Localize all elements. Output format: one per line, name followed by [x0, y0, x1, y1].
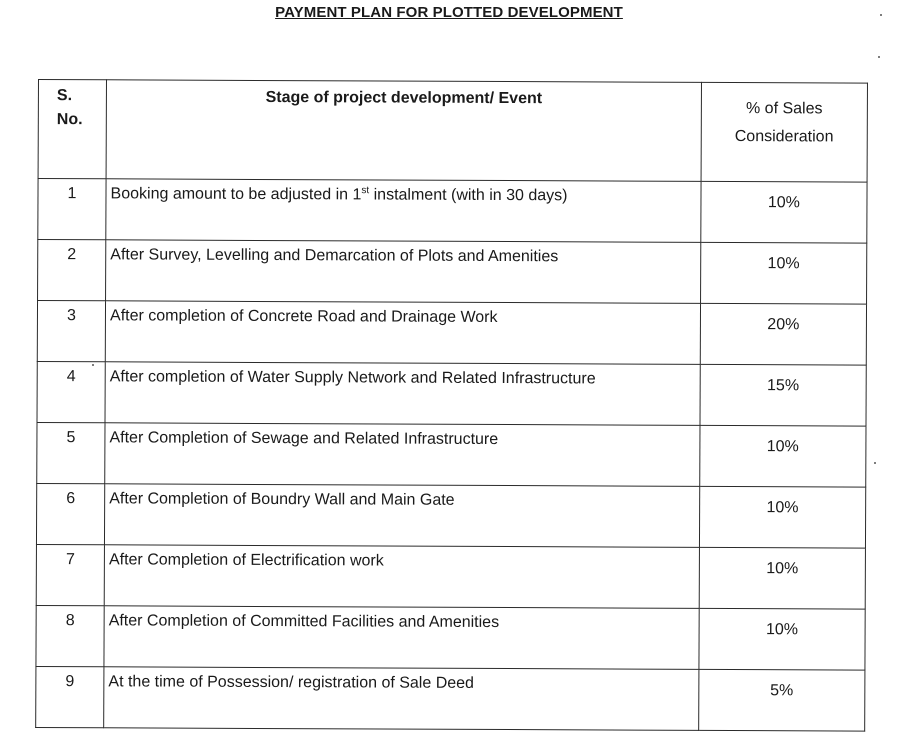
row-sno: 3: [37, 301, 105, 362]
row-stage: [106, 179, 701, 243]
row-stage: After Completion of Sewage and Related Infrastructure: [105, 423, 700, 487]
row-stage: After Completion of Boundry Wall and Main Gate: [105, 484, 700, 548]
row-pct: 10%: [699, 608, 865, 670]
row-stage: After Survey, Levelling and Demarcation of Plots and Amenities: [106, 240, 701, 304]
row-sno: 5: [37, 422, 105, 483]
row-stage-superscript: st: [361, 185, 370, 197]
row-sno: 9: [36, 666, 104, 727]
table-row: [36, 605, 865, 670]
header-pct-line2: Consideration: [734, 128, 834, 146]
row-stage: After completion of Concrete Road and Drainage Work: [105, 301, 700, 365]
row-stage: After Completion of Electrification work: [104, 545, 699, 609]
scan-speck: [878, 56, 880, 58]
row-pct: 10%: [700, 242, 866, 304]
header-sno-line1: S.: [56, 87, 73, 105]
row-sno: 7: [36, 544, 104, 605]
header-sno-line2: No.: [56, 111, 83, 129]
header-pct-line1: % of Sales: [745, 100, 823, 118]
row-stage-text-rest: instalment (with in 30 days): [369, 186, 568, 205]
table-row: [36, 544, 865, 609]
row-pct: 10%: [701, 181, 867, 243]
row-stage: At the time of Possession/ registration of Sale Deed: [104, 667, 699, 731]
row-sno: 4: [37, 361, 105, 422]
payment-plan-table: [35, 79, 868, 732]
row-pct: 5%: [698, 669, 864, 731]
row-stage: After Completion of Committed Facilities and Amenities: [104, 606, 699, 670]
page-title: PAYMENT PLAN FOR PLOTTED DEVELOPMENT: [275, 4, 623, 21]
header-stage: Stage of project development/ Event: [106, 80, 701, 182]
row-sno: 6: [36, 483, 104, 544]
table-row: [38, 179, 867, 244]
row-sno: 2: [38, 240, 106, 301]
row-stage: After completion of Water Supply Network and Related Infrastructure: [105, 362, 700, 426]
table-header-row: [38, 80, 867, 183]
table-row: [37, 301, 866, 366]
table-row: [36, 666, 865, 731]
row-pct: 10%: [699, 486, 865, 548]
scan-speck: [880, 14, 882, 16]
row-pct: 10%: [700, 425, 866, 487]
row-pct: 15%: [700, 364, 866, 426]
scan-speck: [874, 462, 876, 464]
table-row: [38, 240, 867, 305]
row-sno: 8: [36, 605, 104, 666]
table-row: [37, 361, 866, 426]
table-row: [36, 483, 865, 548]
row-pct: 20%: [700, 303, 866, 365]
header-sno: [38, 80, 107, 179]
scan-speck: [92, 364, 94, 366]
row-sno: 1: [38, 179, 106, 240]
row-stage-text: Booking amount to be adjusted in 1: [110, 185, 362, 204]
row-pct: 10%: [699, 547, 865, 609]
table-row: [37, 422, 866, 487]
header-pct: [701, 82, 868, 182]
